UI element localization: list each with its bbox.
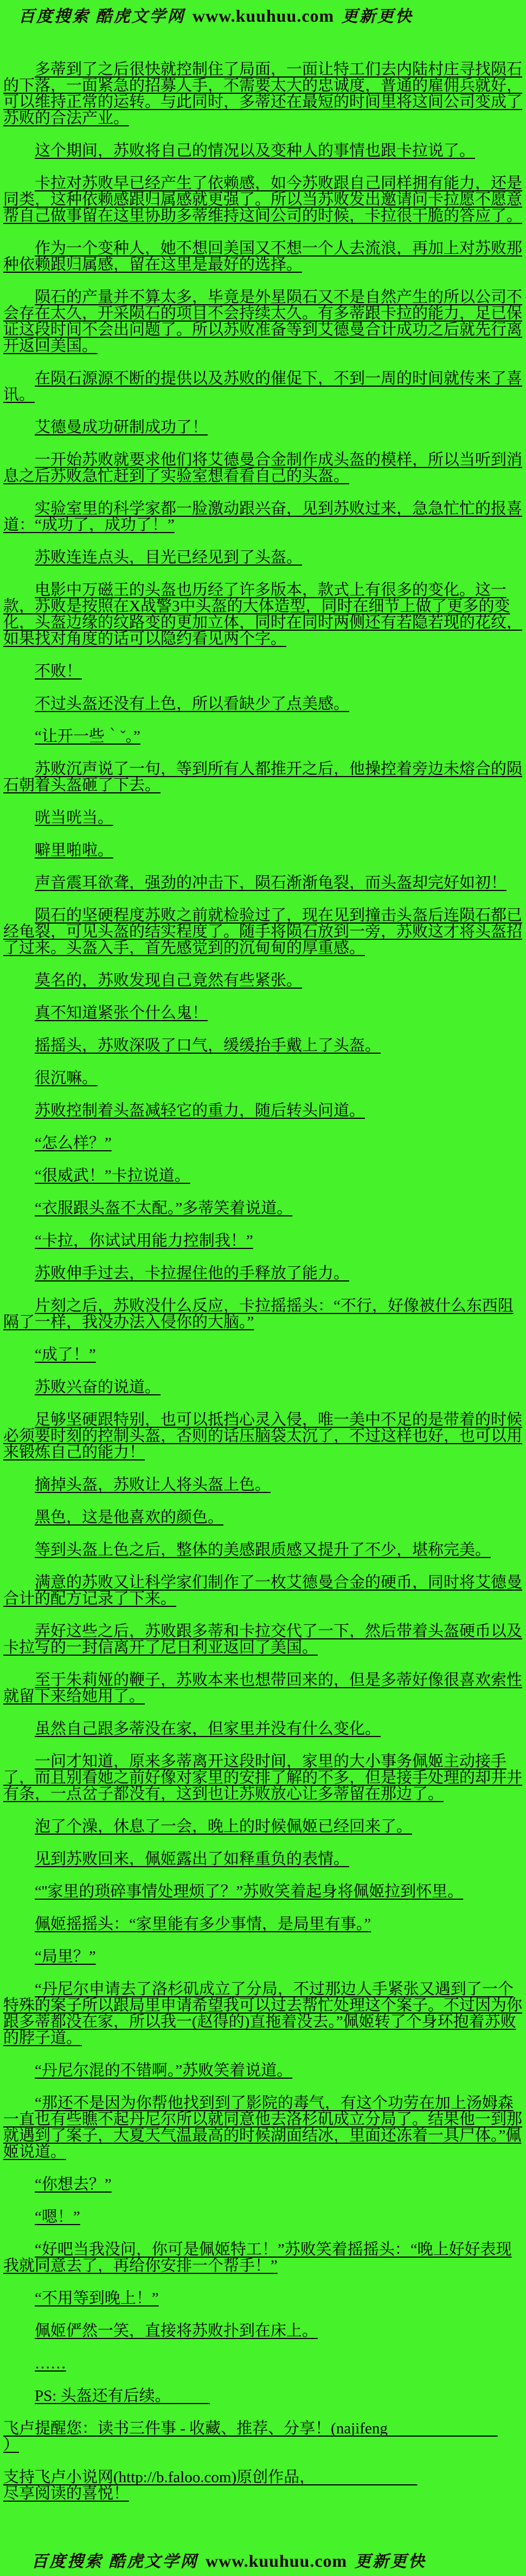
- novel-paragraph: 弄好这些之后，苏败跟多蒂和卡拉交代了一下，然后带着头盔硬币以及卡拉写的一封信离开了尼日利亚返回了美国。: [3, 1623, 523, 1656]
- novel-paragraph: 实验室里的科学家都一脸激动跟兴奋，见到苏败过来，急急忙忙的报喜道：“成功了，成功了！”: [3, 500, 523, 534]
- bottom-banner-speed-text: 更新更快: [354, 2553, 426, 2571]
- novel-paragraph: “成了！”: [35, 1346, 96, 1363]
- novel-paragraph: 泡了个澡，休息了一会，晚上的时候佩姬已经回来了。: [35, 1818, 413, 1835]
- novel-paragraph: “你想去？”: [35, 2176, 112, 2193]
- novel-paragraph: “丹尼尔申请去了洛杉矶成立了分局，不过那边人手紧张又遇到了一个特殊的案子所以跟局里申请希望我可以过去帮忙处理这个案子。不过因为你跟多蒂都没在家，所以我一(赵得的)直拖着没去。”佩姬转了个身环抱着苏败的脖子道。: [3, 1981, 523, 2047]
- novel-paragraph: “丹尼尔混的不错啊。”苏败笑着说道。: [35, 2062, 293, 2079]
- novel-paragraph: 苏败伸手过去，卡拉握住他的手释放了能力。: [35, 1265, 350, 1282]
- novel-paragraph: 佩姬摇摇头：“家里能有多少事情，是局里有事。”: [35, 1915, 371, 1933]
- novel-paragraph: “卡拉，你试试用能力控制我！”: [35, 1232, 253, 1249]
- footer-note-line: 尽享阅读的喜悦！: [3, 2485, 130, 2502]
- novel-paragraph: “好吧当我没问，你可是佩姬特工！”苏败笑着摇摇头：“晚上好好表现我就同意去了，再给你安排一个帮手！”: [3, 2241, 512, 2274]
- novel-paragraph: 虽然自己跟多蒂没在家，但家里并没有什么变化。: [35, 1720, 381, 1738]
- novel-paragraph: 苏败连连点头，目光已经见到了头盔。: [35, 549, 303, 566]
- novel-paragraph: 咣当咣当。: [35, 809, 114, 826]
- bottom-banner-domain: www.kuuhuu.com: [206, 2551, 348, 2571]
- top-banner-domain: www.kuuhuu.com: [193, 6, 335, 25]
- novel-paragraph: 摇摇头，苏败深吸了口气，缓缓抬手戴上了头盔。: [35, 1037, 381, 1054]
- footer-note-line: 飞卢提醒您：读书三件事 - 收藏、推荐、分享！(najifeng: [3, 2420, 498, 2437]
- bottom-banner-search-text: 百度搜索 酷虎文学网: [31, 2553, 198, 2571]
- novel-paragraph: ……: [35, 2355, 66, 2372]
- novel-paragraph: 真不知道紧张个什么鬼！: [35, 1004, 208, 1022]
- novel-paragraph: “衣服跟头盔不太配。”多蒂笑着说道。: [35, 1200, 293, 1217]
- top-banner-speed-text: 更新更快: [341, 8, 413, 25]
- novel-paragraph: 这个期间，苏败将自己的情况以及变种人的事情也跟卡拉说了。: [35, 142, 476, 159]
- novel-paragraph: 不败！: [35, 663, 82, 680]
- novel-paragraph: 一开始苏败就要求他们将艾德曼合金制作成头盔的模样，所以当听到消息之后苏败急忙赶到了实验室想看看自己的头盔。: [3, 451, 523, 485]
- footer-note-line: 支持飞卢小说网(http://b.faloo.com)原创作品，: [3, 2469, 418, 2486]
- novel-text-area: [0, 27, 526, 2502]
- novel-paragraph: 电影中万磁王的头盔也历经了许多版本，款式上有很多的变化。这一款，苏败是按照在X战警3中头盔的大体造型，同时在细节上做了更多的变化，头盔边缘的纹路变的更加立体，同时在同时两侧还有若隐若现的花纹，如果找对角度的话可以隐约看见两个字。: [3, 581, 523, 648]
- novel-paragraph: “嗯！”: [35, 2208, 80, 2226]
- novel-paragraph: “不用等到晚上！”: [35, 2290, 159, 2307]
- novel-paragraph: PS: 头盔还有后续。: [35, 2387, 210, 2405]
- novel-paragraph: 艾德曼成功研制成功了！: [35, 419, 208, 436]
- novel-paragraph: 至于朱莉娅的鞭子，苏败本来也想带回来的，但是多蒂好像很喜欢索性就留下来给她用了。: [3, 1671, 523, 1705]
- novel-paragraph: 摘掉头盔，苏败让人将头盔上色。: [35, 1476, 271, 1494]
- footer-note-line: ）: [3, 2436, 20, 2453]
- novel-paragraph: 很沉嘛。: [35, 1069, 98, 1087]
- novel-paragraph: “局里？”: [35, 1948, 96, 1965]
- novel-paragraph: 见到苏败回来，佩姬露出了如释重负的表情。: [35, 1850, 350, 1868]
- novel-paragraph: 莫名的，苏败发现自己竟然有些紧张。: [35, 972, 303, 989]
- novel-paragraph: 作为一个变种人，她不想回美国又不想一个人去流浪，再加上对苏败那种依赖跟归属感，留在这里是最好的选择。: [3, 240, 523, 273]
- novel-paragraph: “让开一些｀ˇ。”: [35, 728, 140, 745]
- novel-paragraph: 在陨石源源不断的提供以及苏败的催促下，不到一周的时间就传来了喜讯。: [3, 370, 523, 403]
- novel-paragraph: 片刻之后，苏败没什么反应，卡拉摇摇头：“不行，好像被什么东西阻隔了一样，我没办法入侵你的大脑。”: [3, 1297, 514, 1331]
- novel-paragraph: 足够坚硬跟特别，也可以抵挡心灵入侵，唯一美中不足的是带着的时候必须要时刻的控制头盔，否则的话压脑袋太沉了，不过这样也好，也可以用来锻炼自己的能力！: [3, 1411, 523, 1461]
- novel-paragraph: 苏败控制着头盔减轻它的重力，随后转头问道。: [35, 1102, 365, 1119]
- top-banner: [0, 0, 526, 27]
- novel-paragraph: 声音震耳欲聋，强劲的冲击下，陨石渐渐龟裂，而头盔却完好如初！: [35, 874, 507, 892]
- novel-paragraph: “怎么样？”: [35, 1135, 112, 1152]
- bottom-banner: [0, 2545, 426, 2572]
- novel-paragraph: 陨石的产量并不算太多，毕竟是外星陨石又不是自然产生的所以公司不会存在太久，开采陨石的项目不会持续太久。有多蒂跟卡拉的能力，足已保证这段时间不会出问题了。所以苏败准备等到艾德曼合计成功之后就先行离开返回美国。: [3, 289, 523, 355]
- novel-paragraph: 一问才知道，原来多蒂离开这段时间，家里的大小事务佩姬主动接手了，而且别看她之前好像对家里的安排了解的不多，但是接手处理的却井井有条，一点岔子都没有，这到也让苏败放心让多蒂留在那边了。: [3, 1753, 523, 1803]
- novel-paragraph: 苏败兴奋的说道。: [35, 1379, 161, 1396]
- novel-paragraph: 噼里啪啦。: [35, 842, 114, 859]
- novel-paragraph: 不过头盔还没有上色，所以看缺少了点美感。: [35, 695, 350, 713]
- novel-paragraph: 苏败沉声说了一句，等到所有人都推开之后，他操控着旁边未熔合的陨石朝着头盔砸了下去。: [3, 760, 523, 794]
- novel-paragraph: 佩姬俨然一笑，直接将苏败扑到在床上。: [35, 2322, 318, 2340]
- top-banner-search-text: 百度搜索 酷虎文学网: [18, 8, 185, 25]
- novel-paragraph: 陨石的坚硬程度苏败之前就检验过了，现在见到撞击头盔后连陨石都已经龟裂，可见头盔的结实程度了。随手将陨石放到一旁，苏败这才将头盔招了过来。头盔入手，首先感觉到的沉甸甸的厚重感。: [3, 907, 523, 957]
- novel-paragraph: “那还不是因为你帮他找到到了影院的毒气，有这个功劳在加上汤姆森一直也有些瞧不起丹尼尔所以就同意他去洛杉矶成立分局了。结果他一到那就遇到了案子，大夏天气温最高的时候湖面结冰，里面还冻着一具尸体。”佩姬说道。: [3, 2094, 523, 2161]
- novel-paragraph: 多蒂到了之后很快就控制住了局面，一面让特工们去内陆村庄寻找陨石的下落，一面紧急的招募人手，不需要太大的忠诚度，普通的雇佣兵就好，可以维持正常的运转。与此同时，多蒂还在最短的时间里将这间公司变成了苏败的合法产业。: [3, 61, 523, 127]
- novel-paragraph: 满意的苏败又让科学家们制作了一枚艾德曼合金的硬币，同时将艾德曼合计的配方记录了下来。: [3, 1574, 523, 1607]
- novel-paragraph: “''家里的琐碎事情处理烦了？”苏败笑着起身将佩姬拉到怀里。: [35, 1883, 464, 1900]
- novel-paragraph: 黑色，这是他喜欢的颜色。: [35, 1509, 224, 1526]
- novel-paragraph: 等到头盔上色之后，整体的美感跟质感又提升了不少，堪称完美。: [35, 1541, 491, 1559]
- novel-paragraph: “很威武！”卡拉说道。: [35, 1167, 190, 1184]
- novel-paragraph: 卡拉对苏败早已经产生了依赖感，如今苏败跟自己同样拥有能力，还是同类，这种依赖感跟归属感就更强了。所以当苏败发出邀请问卡拉愿不愿意帮自己做事留在这里协助多蒂维持这间公司的时候，卡拉很干脆的答应了。: [3, 175, 523, 225]
